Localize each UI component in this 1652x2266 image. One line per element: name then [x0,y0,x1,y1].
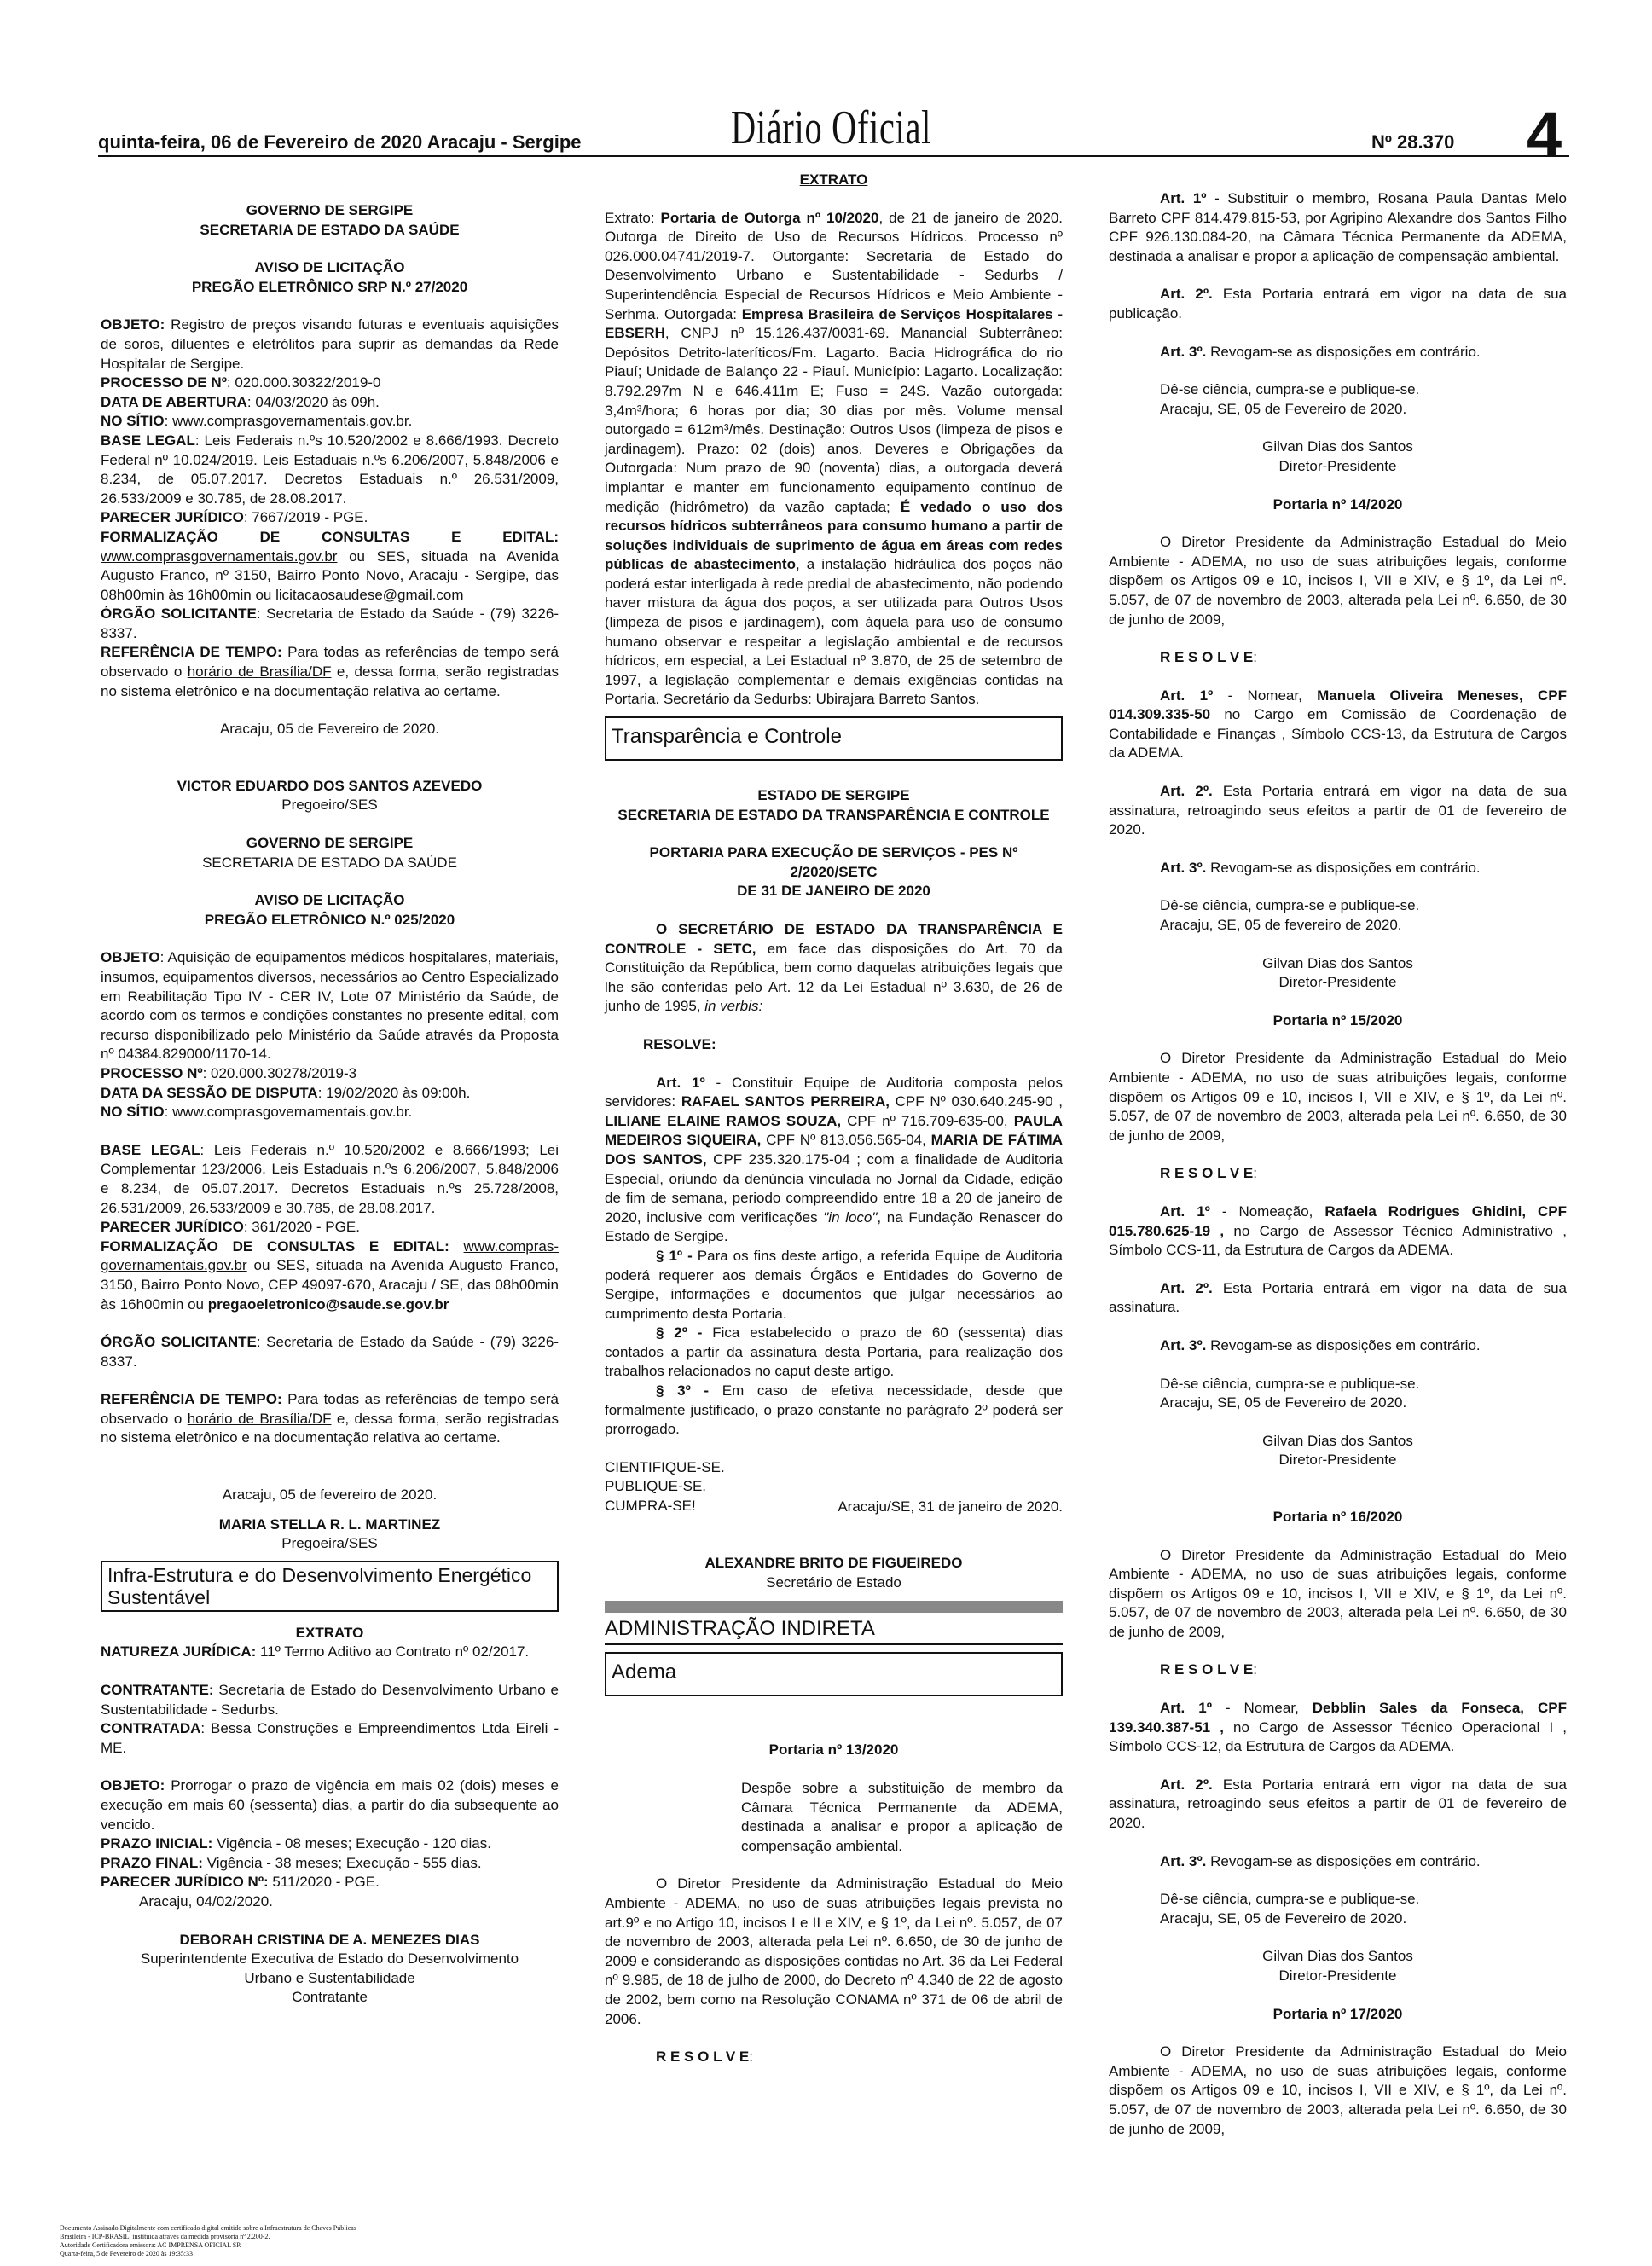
paragraph: CONTRATADA: Bessa Construções e Empreendimentos Ltda Eireli - ME. [101,1720,559,1756]
heading: Portaria nº 17/2020 [1272,2005,1403,2022]
section-header-adema: Adema [605,1652,1063,1696]
signatory-role: Secretário de Estado [766,1573,901,1591]
paragraph: § 3º - Em caso de efetiva necessidade, desde que formalmente justificado, o prazo constante no parágrafo 2º poderá ser prorrogado. [605,1382,1063,1438]
resolve-label: RESOLVE: [643,1035,716,1052]
paragraph: O Diretor Presidente da Administração Estadual do Meio Ambiente - ADEMA, no uso de suas atribuições legais, conforme dispõem os Artigos 09 e 10, incisos I, VII e XIV, e § 1º, da Lei nº. 5.057, de 07 de novembro de 2003, alterada pela Lei nº. 6.650, de 30 de junho de 2009, [1109,1050,1567,1144]
signatory-name: DEBORAH CRISTINA DE A. MENEZES DIAS [179,1931,480,1948]
signatory-name: ALEXANDRE BRITO DE FIGUEIREDO [704,1555,963,1572]
paragraph: O Diretor Presidente da Administração Estadual do Meio Ambiente - ADEMA, no uso de suas atribuições legais, conforme dispõem os Artigos 09 e 10, incisos I, VII e XIV, e § 1º, da Lei nº. 5.057, de 07 de novembro de 2003, alterada pela Lei nº. 6.650, de 30 de junho de 2009, [1109,1546,1567,1640]
heading: EXTRATO [799,171,868,188]
date-line: Aracaju, SE, 05 de Fevereiro de 2020. [1160,1910,1407,1927]
date-line: Aracaju, 04/02/2020. [139,1892,273,1910]
paragraph: PRAZO INICIAL: Vigência - 08 meses; Execução - 120 dias. [101,1835,491,1852]
heading: SECRETARIA DE ESTADO DA SAÚDE [200,221,460,238]
link[interactable]: www.compras-governamentais.gov.br [101,1237,559,1274]
paragraph: Art. 2º. Esta Portaria entrará em vigor na data de sua assinatura. [1109,1279,1567,1316]
date-line: Aracaju, SE, 05 de fevereiro de 2020. [1160,917,1402,934]
paragraph: Art. 3º. Revogam-se as disposições em contrário. [1160,1336,1481,1353]
signatory-role: Diretor-Presidente [1278,974,1397,991]
paragraph: § 2º - Fica estabelecido o prazo de 60 (sessenta) dias contados a partir da assinatura desta Portaria, para realização dos trabalhos relacionados no caput deste artigo. [605,1324,1063,1380]
paragraph: REFERÊNCIA DE TEMPO: Para todas as referências de tempo será observado o horário de Brasília/DF e, dessa forma, serão registradas no sistema eletrônico e na documentação relativa ao certame. [101,1391,559,1446]
section-header-infra: Infra-Estrutura e do Desenvolvimento Energético Sustentável [101,1561,559,1612]
paragraph: Art. 2º. Esta Portaria entrará em vigor na data de sua assinatura, retroagindo seus efeitos a partir de 01 de fevereiro de 2020. [1109,1776,1567,1832]
signatory-role: Pregoeiro/SES [281,797,378,814]
page-header [98,101,1569,169]
link[interactable]: www.comprasgovernamentais.gov.br [101,548,338,565]
paragraph: § 1º - Para os fins deste artigo, a referida Equipe de Auditoria poderá requerer aos demais Órgãos e Entidades do Governo de Sergipe, informações e documentos que julgar necessários ao cumprimento desta Portaria. [605,1247,1063,1322]
signatory-name: Gilvan Dias dos Santos [1262,954,1413,971]
heading: AVISO DE LICITAÇÃO [254,892,405,909]
closing-line: Dê-se ciência, cumpra-se e publique-se. [1160,897,1420,914]
closing-line: CUMPRA-SE! [605,1498,696,1515]
heading: PORTARIA PARA EXECUÇÃO DE SERVIÇOS - PES Nº 2/2020/SETC [649,844,1018,880]
paragraph: FORMALIZAÇÃO DE CONSULTAS E EDITAL: www.comprasgovernamentais.gov.br ou SES, situada na Avenida Augusto Franco, nº 3150, Bairro Ponto Novo, Aracaju - Sergipe, das 08h00min às 16h00min ou licitacaosaudese@gmail.com [101,528,559,603]
paragraph: Art. 1º - Nomear, Manuela Oliveira Meneses, CPF 014.309.335-50 no Cargo em Comissão de Coordenação de Contabilidade e Finanças , Símbolo CCS-13, da Estrutura de Cargos da ADEMA. [1109,687,1567,762]
heading: EXTRATO [295,1624,364,1641]
paragraph: Art. 1º - Nomeação, Rafaela Rodrigues Ghidini, CPF 015.780.625-19 , no Cargo de Assessor Técnico Administrativo , Símbolo CCS-11, da Estrutura de Cargos da ADEMA. [1109,1203,1567,1259]
footer-line: Autoridade Certificadora emissora: AC IMPRENSA OFICIAL SP. [60,2241,241,2249]
date-line: Aracaju, 05 de Fevereiro de 2020. [219,721,440,738]
heading: Portaria nº 14/2020 [1272,496,1403,513]
heading: GOVERNO DE SERGIPE [246,835,414,852]
heading: AVISO DE LICITAÇÃO [254,259,405,276]
heading: Portaria nº 15/2020 [1272,1011,1403,1029]
paragraph: DATA DA SESSÃO DE DISPUTA: 19/02/2020 às 09:00h. [101,1084,471,1101]
resolve-label: R E S O L V E: [656,2049,754,2066]
paragraph: OBJETO: Aquisição de equipamentos médicos hospitalares, materiais, insumos, equipamentos diversos, necessários ao Centro Especializado em Reabilitação Tipo IV - CER IV, Lote 07 Ministério da Saúde, de acordo com os termos e condições constantes no presente edital, com recurso disponibilizado pelo Ministério da Saúde através da Proposta nº 04384.829000/1170-14. [101,949,559,1063]
paragraph: PROCESSO Nº: 020.000.30278/2019-3 [101,1064,357,1081]
signatory-role: Urbano e Sustentabilidade [244,1969,415,1986]
paragraph: O Diretor Presidente da Administração Estadual do Meio Ambiente - ADEMA, no uso de suas atribuições legais prevista no art.9º e no Artigo 10, incisos I e II e XIV, e § 1º, da Lei nº. 5.057, de 07 de novembro de 2003, alterada pela Lei nº. 6.650, de 30 de junho de 2009 e considerando as disposições contidas no Art. 36 da Lei Federal nº 9.985, de 18 de julho de 2000, do Decreto nº 4.340 de 22 de agosto de 2002, bem como na Resolução CONAMA nº 371 de 06 de abril de 2006. [605,1875,1063,2027]
paragraph: Art. 3º. Revogam-se as disposições em contrário. [1160,1852,1481,1869]
paragraph: NATUREZA JURÍDICA: 11º Termo Aditivo ao Contrato nº 02/2017. [101,1643,530,1660]
signatory-role: Diretor-Presidente [1278,1968,1397,1984]
paragraph: O SECRETÁRIO DE ESTADO DA TRANSPARÊNCIA E CONTROLE - SETC, em face das disposições do Art. 70 da Constituição da República, bem como daquelas atribuições legais que lhe são conferidas pelo Art. 12 da Lei Estadual nº 3.630, de 26 de junho de 1995, in verbis: [605,921,1063,1015]
resolve-label: R E S O L V E: [1160,649,1258,666]
section-header-transparencia: Transparência e Controle [605,716,1063,761]
closing-line: PUBLIQUE-SE. [605,1478,707,1495]
paragraph: ÓRGÃO SOLICITANTE: Secretaria de Estado da Saúde - (79) 3226-8337. [101,606,559,641]
signatory-name: Gilvan Dias dos Santos [1262,1432,1413,1449]
signatory-role: Superintendente Executiva de Estado do Desenvolvimento [140,1950,519,1968]
paragraph: O Diretor Presidente da Administração Estadual do Meio Ambiente - ADEMA, no uso de suas atribuições legais, conforme dispõem os Artigos 09 e 10, incisos I, VII e XIV, e § 1º, da Lei nº. 5.057, de 07 de novembro de 2003, alterada pela Lei nº. 6.650, de 30 de junho de 2009, [1109,534,1567,628]
paragraph: Art. 3º. Revogam-se as disposições em contrário. [1160,343,1481,360]
heading: ESTADO DE SERGIPE [757,787,910,804]
heading: DE 31 DE JANEIRO DE 2020 [737,883,930,900]
signatory-role: Pregoeira/SES [281,1535,378,1552]
date-line: Aracaju/SE, 31 de janeiro de 2020. [838,1498,1063,1515]
paragraph: BASE LEGAL: Leis Federais n.º 10.520/2002 e 8.666/1993; Lei Complementar 123/2006. Leis Estaduais n.ºs 6.206/2007, 5.848/2006 e 8.234, de 05.07.2017. Decretos Estaduais n.ºs 25.728/2008, 26.531/2009, 26.533/2009 e 30.785, de 28.08.2017. [101,1141,559,1216]
paragraph: Art. 1º - Substituir o membro, Rosana Paula Dantas Melo Barreto CPF 814.479.815-53, por Agripino Alexandre dos Santos Filho CPF 926.130.084-20, na Câmara Técnica Permanente da ADEMA, destinada a analisar e propor a aplicação de compensação ambiental. [1109,190,1567,264]
signatory-role: Diretor-Presidente [1278,1452,1397,1469]
paragraph: REFERÊNCIA DE TEMPO: Para todas as referências de tempo será observado o horário de Brasília/DF e, dessa forma, serão registradas no sistema eletrônico e na documentação relativa ao certame. [101,644,559,699]
paragraph: ÓRGÃO SOLICITANTE: Secretaria de Estado da Saúde - (79) 3226-8337. [101,1334,559,1370]
closing-line: Dê-se ciência, cumpra-se e publique-se. [1160,1375,1420,1392]
paragraph: PROCESSO DE Nº: 020.000.30322/2019-0 [101,374,381,391]
issue-number: Nº 28.370 [1371,131,1455,153]
signatory-role: Diretor-Presidente [1278,457,1397,474]
column-2 [605,171,1063,2067]
paragraph: OBJETO: Registro de preços visando futuras e eventuais aquisições de soros, diluentes e eletrólitos para suprir as demandas da Rede Hospitalar de Sergipe. [101,316,559,372]
header-rule [98,155,1569,157]
heading: GOVERNO DE SERGIPE [246,202,414,218]
signatory-role: Contratante [292,1989,368,2006]
paragraph: PARECER JURÍDICO Nº: 511/2020 - PGE. [101,1874,380,1891]
paragraph: PRAZO FINAL: Vigência - 38 meses; Execução - 555 dias. [101,1854,482,1871]
header-date: quinta-feira, 06 de Fevereiro de 2020 Aracaju - Sergipe [98,131,582,153]
footer-line: Quarta-feira, 5 de Fevereiro de 2020 às 19:35:33 [60,2250,193,2257]
signatory-name: MARIA STELLA R. L. MARTINEZ [218,1515,441,1533]
gazette-title: Diário Oficial [731,101,932,154]
resolve-label: R E S O L V E: [1160,1661,1258,1678]
column-3 [1109,171,1567,2139]
paragraph: Art. 2º. Esta Portaria entrará em vigor na data de sua publicação. [1109,286,1567,322]
paragraph: NO SÍTIO: www.comprasgovernamentais.gov.br. [101,1104,413,1121]
paragraph: Extrato: Portaria de Outorga nº 10/2020, de 21 de janeiro de 2020. Outorga de Direito de Uso de Recursos Hídricos. Processo nº 026.000.04741/2019-7. Outorgante: Secretaria de Estado do Desenvolvimento Urbano e Sustentabilidade - Sedurbs / Superintendência Especial de Recursos Hídricos e Meio Ambiente - Serhma. Outorgada: Empresa Brasileira de Serviços Hospitalares - EBSERH, CNPJ nº 15.126.437/0031-69. Manancial Subterrâneo: Depósitos Detrito-lateríticos/Fm. Lagarto. Bacia Hidrográfica do rio Piauí; Unidade de Balanço 22 - Piauí. Município: Lagarto. Localização: 8.792.297m N e 646.411m E; Fuso = 24S. Vazão outorgada: 3,4m³/hora; 6 horas por dia; 30 dias por mês. Volume mensal outorgado = 612m³/mês. Destinação: Outros Usos (limpeza de pisos e jardinagem). Prazo: 02 (dois) anos. Deveres e Obrigações da Outorgada: Num prazo de 90 (noventa) dias, a outorgada deverá implantar e manter em funcionamento equipamento contínuo de medição (hidrômetro) da vazão captada; É vedado o uso dos recursos hídricos subterrâneos para consumo humano a partir de soluções individuais de suprimento de água em áreas com redes públicas de abastecimento, a instalação hidráulica dos poços não poderá estar interligada à rede predial de abastecimento, não podendo haver mistura da água dos poços, a ser utilizada para Outros Usos (limpeza de pisos e jardinagem), com àquela para uso de consumo humano observar e respeitar a legislação ambiental e de recursos hídricos, em especial, a Lei Estadual nº 3.870, de 25 de setembro de 1997, a legislação complementar e demais exigências contidas na Portaria. Secretário da Sedurbs: Ubirajara Barreto Santos. [605,209,1064,708]
column-1 [101,171,559,2008]
paragraph: DATA DE ABERTURA: 04/03/2020 às 09h. [101,393,380,410]
heading: SECRETARIA DE ESTADO DA SAÚDE [202,854,457,871]
paragraph: PARECER JURÍDICO: 7667/2019 - PGE. [101,509,368,526]
section-header-administracao: ADMINISTRAÇÃO INDIRETA [605,1601,1063,1645]
paragraph: Art. 2º. Esta Portaria entrará em vigor na data de sua assinatura, retroagindo seus efeitos a partir de 01 de fevereiro de 2020. [1109,783,1567,838]
page-number: 4 [1527,99,1562,170]
paragraph: Art. 1º - Nomear, Debblin Sales da Fonseca, CPF 139.340.387-51 , no Cargo de Assessor Técnico Operacional I , Símbolo CCS-12, da Estrutura de Cargos da ADEMA. [1109,1700,1567,1755]
heading: PREGÃO ELETRÔNICO N.º 025/2020 [204,911,455,928]
paragraph: PARECER JURÍDICO: 361/2020 - PGE. [101,1219,360,1236]
paragraph: NO SÍTIO: www.comprasgovernamentais.gov.br. [101,413,413,430]
signature-footer [60,2224,418,2258]
paragraph: Art. 1º - Constituir Equipe de Auditoria composta pelos servidores: RAFAEL SANTOS PERREIRA, CPF Nº 030.640.245-90 , LILIANE ELAINE RAMOS SOUZA, CPF nº 716.709-635-00, PAULA MEDEIROS SIQUEIRA, CPF Nº 813.056.565-04, MARIA DE FÁTIMA DOS SANTOS, CPF 235.320.175-04 ; com a finalidade de Auditoria Especial, oriundo da denúncia vinculada no Jornal da Cidade, edição de fim de semana, periodo compreendido entre 18 a 20 de janeiro de 2020, inclusive com verificações "in loco", na Fundação Renascer do Estado de Sergipe. [605,1074,1064,1245]
footer-line: Documento Assinado Digitalmente com certificado digital emitido sobre a Infraestrutura de Chaves Públicas [60,2224,356,2232]
paragraph: O Diretor Presidente da Administração Estadual do Meio Ambiente - ADEMA, no uso de suas atribuições legais, conforme dispõem os Artigos 09 e 10, incisos I, VII e XIV, e § 1º, da Lei nº. 5.057, de 07 de novembro de 2003, alterada pela Lei nº. 6.650, de 30 de junho de 2009, [1109,2043,1567,2137]
heading: SECRETARIA DE ESTADO DA TRANSPARÊNCIA E CONTROLE [617,806,1050,823]
signatory-name: VICTOR EDUARDO DOS SANTOS AZEVEDO [177,777,483,794]
signatory-name: Gilvan Dias dos Santos [1262,438,1413,455]
closing-line: Dê-se ciência, cumpra-se e publique-se. [1160,381,1420,398]
paragraph: Art. 3º. Revogam-se as disposições em contrário. [1160,859,1481,876]
footer-line: Brasileira - ICP-BRASIL, instituída através da medida provisória nº 2.200-2. [60,2233,270,2240]
paragraph: BASE LEGAL: Leis Federais n.ºs 10.520/2002 e 8.666/1993. Decreto Federal nº 10.024/2019. Leis Estaduais n.ºs 6.206/2007, 5.848/2006 e 8.234, de 05.07.2017. Decretos Estaduais n.º 26.531/2009, 26.533/2009 e 30.785, de 28.08.2017. [101,432,559,507]
resolve-label: R E S O L V E: [1160,1165,1258,1182]
paragraph: CONTRATANTE: Secretaria de Estado do Desenvolvimento Urbano e Sustentabilidade - Sedurbs. [101,1682,559,1718]
heading: Portaria nº 13/2020 [768,1742,899,1759]
date-line: Aracaju, SE, 05 de Fevereiro de 2020. [1160,1394,1407,1411]
date-line: Aracaju, 05 de fevereiro de 2020. [222,1487,438,1504]
signatory-name: Gilvan Dias dos Santos [1262,1948,1413,1965]
heading: Portaria nº 16/2020 [1272,1508,1403,1525]
closing-line: Dê-se ciência, cumpra-se e publique-se. [1160,1891,1420,1908]
paragraph: Despõe sobre a substituição de membro da Câmara Técnica Permanente da ADEMA, destinada a analisar e propor a aplicação de compensação ambiental. [741,1780,1063,1854]
heading: PREGÃO ELETRÔNICO SRP N.º 27/2020 [191,278,468,295]
date-line: Aracaju, SE, 05 de Fevereiro de 2020. [1160,400,1407,417]
closing-line: CIENTIFIQUE-SE. [605,1458,725,1475]
paragraph: OBJETO: Prorrogar o prazo de vigência em mais 02 (dois) meses e execução em mais 60 (sessenta) dias, a partir do dia subsequente ao vencido. [101,1777,559,1833]
paragraph: FORMALIZAÇÃO DE CONSULTAS E EDITAL: www.compras-governamentais.gov.br ou SES, situada na Avenida Augusto Franco, 3150, Bairro Ponto Novo, CEP 49097-670, Aracaju / SE, das 08h00min às 16h00min ou pregaoeletronico@saude.se.gov.br [101,1237,559,1313]
